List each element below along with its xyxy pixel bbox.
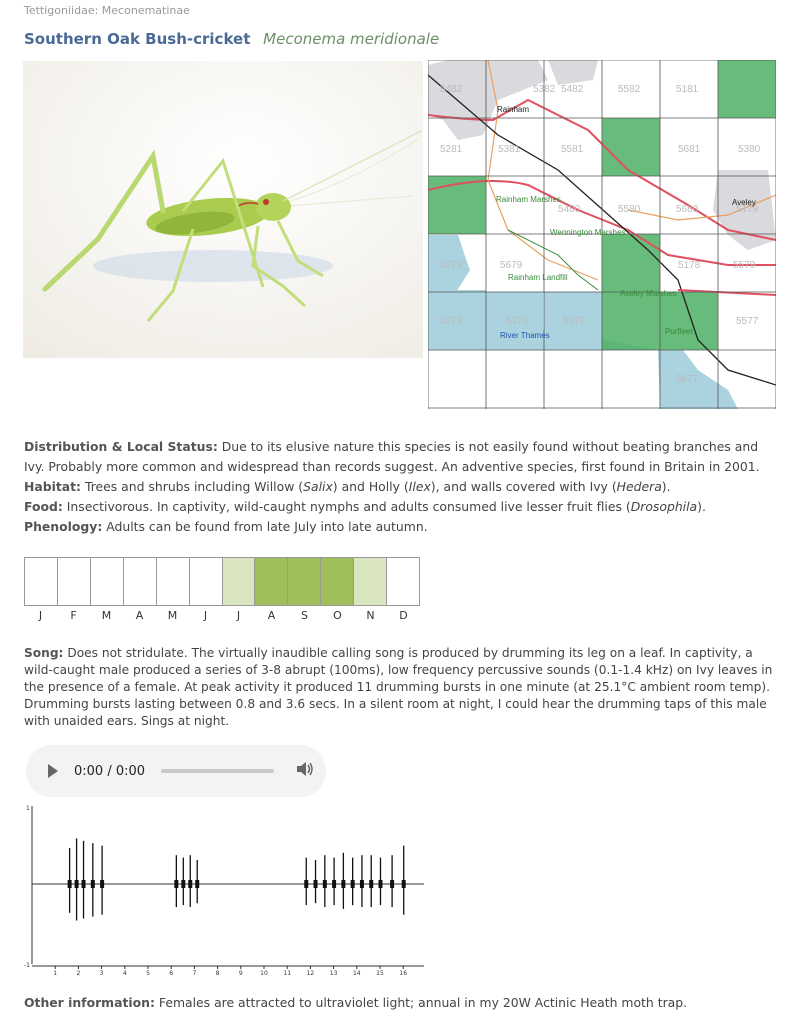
habitat-paragraph: [24, 477, 774, 497]
map-square-label: 5679: [500, 260, 523, 271]
phenology-month-cell: [255, 558, 288, 605]
osc-x-tick-label: 5: [146, 970, 150, 976]
map-square-label: 5382: [533, 84, 556, 95]
osc-x-tick-label: 6: [169, 970, 174, 976]
distribution-map: [428, 60, 776, 409]
osc-pulse-core: [100, 880, 104, 888]
species-photo: [23, 61, 423, 358]
map-square-label: 5378: [506, 316, 529, 327]
osc-pulse-core: [68, 880, 72, 888]
map-square-label: 5181: [676, 84, 699, 95]
map-place-river-thames: River Thames: [500, 331, 550, 340]
map-place-rainham: Rainham: [497, 105, 530, 114]
map-square-label: 5581: [561, 144, 584, 155]
osc-y-bottom-label: -1: [24, 962, 30, 969]
osc-pulse-core: [91, 880, 95, 888]
map-square-label: 5381: [498, 144, 521, 155]
osc-pulse-core: [174, 880, 178, 888]
distribution-text: Due to its elusive nature this species is not easily found without beating branches and Ivy. Probably more common and widespread than records suggest. An adventive species, first found in Britain in 2001.: [24, 439, 760, 474]
map-square-label: 5677: [676, 374, 699, 385]
osc-x-tick-label: 16: [399, 970, 408, 976]
phenology-month-label: M: [167, 609, 178, 622]
audio-time: 0:00 / 0:00: [74, 763, 146, 779]
habitat-text: ).: [661, 479, 671, 494]
phenology-month-cell: [58, 558, 91, 605]
osc-pulse-core: [360, 880, 364, 888]
osc-x-tick-label: 2: [76, 970, 81, 976]
osc-pulse-core: [82, 880, 86, 888]
song-section: [24, 645, 776, 730]
osc-pulse-core: [188, 880, 192, 888]
map-square-label: 5577: [736, 316, 759, 327]
phenology-month-cell: [387, 558, 419, 605]
habitat-salix: Salix: [303, 479, 333, 494]
map-square-label: 5580: [618, 204, 641, 215]
osc-x-tick-label: 9: [238, 970, 243, 976]
phenology-month-label: J: [38, 609, 43, 622]
phenology-month-label: D: [399, 609, 408, 622]
page-title: [24, 30, 439, 48]
common-name: Southern Oak Bush-cricket: [24, 30, 251, 48]
audio-player[interactable]: [26, 745, 326, 797]
osc-pulse-core: [195, 880, 199, 888]
osc-x-tick-label: 8: [215, 970, 220, 976]
map-square-label: 5579: [733, 260, 756, 271]
phenology-month-label: M: [101, 609, 112, 622]
phenology-month-cell: [157, 558, 190, 605]
osc-x-tick-label: 3: [99, 970, 104, 976]
osc-x-tick-label: 10: [260, 970, 268, 976]
map-square-label: 5380: [738, 144, 761, 155]
map-square-label: 5678: [563, 316, 586, 327]
osc-x-tick-label: 13: [329, 970, 338, 976]
phenology-chart: [24, 557, 420, 606]
osc-pulse-core: [181, 880, 185, 888]
map-square-label: 5281: [440, 144, 463, 155]
other-info: [24, 995, 774, 1010]
latin-name: Meconema meridionale: [263, 30, 440, 48]
song-text: Does not stridulate. The virtually inaudible calling song is produced by drumming its leg on a leaf. In captivity, a wild-caught male produced a series of 3-8 abrupt (100ms), low frequency percussive sounds (0.1-1.4 kHz) on Ivy leaves in the presence of a female. At peak activity it produced 11 drumming bursts in one minute (at 25.1°C ambient room temp). Drumming bursts lasting between 0.8 and 3.6 secs. In a silent room at night, I could hear the drumming taps of this male with unaided ears. Sings at night.: [24, 646, 773, 728]
map-place-aveley-marshes: Aveley Marshes: [620, 289, 677, 298]
osc-x-tick-label: 1: [53, 970, 58, 976]
map-square-label: 5681: [678, 144, 701, 155]
map-place-purfleet: Purfleet: [665, 327, 693, 336]
osc-y-top-label: 1: [26, 805, 30, 812]
osc-pulse-core: [304, 880, 308, 888]
other-info-text: Females are attracted to ultraviolet light; annual in my 20W Actinic Heath moth trap.: [158, 995, 688, 1010]
phenology-month-cell: [91, 558, 124, 605]
play-icon[interactable]: [48, 764, 58, 778]
osc-pulse-core: [402, 880, 406, 888]
phenology-month-cell: [321, 558, 354, 605]
phenology-month-label: N: [366, 609, 375, 622]
audio-progress-slider[interactable]: [161, 769, 274, 773]
osc-pulse-core: [351, 880, 355, 888]
map-square-label: 5482: [440, 84, 463, 95]
phenology-month-cell: [190, 558, 223, 605]
phenology-month-label: F: [70, 609, 77, 622]
phenology-month-cell: [124, 558, 157, 605]
osc-x-tick-label: 14: [352, 970, 361, 976]
phenology-month-label: J: [236, 609, 241, 622]
map-square-label: 5482: [561, 84, 584, 95]
osc-pulse-core: [379, 880, 383, 888]
osc-pulse-core: [341, 880, 345, 888]
osc-pulse-core: [75, 880, 79, 888]
song-label: Song:: [24, 646, 64, 660]
phenology-text: Adults can be found from late July into late autumn.: [106, 519, 428, 534]
volume-icon[interactable]: [296, 761, 314, 781]
food-drosophila: Drosophila: [630, 499, 698, 514]
other-info-label: Other information:: [24, 995, 155, 1010]
habitat-text: ), and walls covered with Ivy (: [430, 479, 617, 494]
habitat-text: Trees and shrubs including Willow (: [84, 479, 304, 494]
habitat-ilex: Ilex: [408, 479, 431, 494]
phenology-month-label: O: [333, 609, 342, 622]
osc-pulse-core: [323, 880, 327, 888]
map-place-rainham-landfill: Rainham Landfill: [508, 273, 568, 282]
phenology-month-label: S: [301, 609, 308, 622]
phenology-month-labels: [24, 609, 420, 622]
distribution-label: Distribution & Local Status:: [24, 439, 218, 454]
phenology-month-cell: [223, 558, 256, 605]
habitat-label: Habitat:: [24, 479, 82, 494]
phenology-month-label: A: [267, 609, 276, 622]
osc-x-tick-label: 11: [283, 970, 292, 976]
map-place-wennington-marshes: Wennington Marshes: [550, 228, 626, 237]
phenology-paragraph: [24, 517, 774, 537]
song-oscillogram: [24, 804, 426, 976]
distribution-paragraph: [24, 437, 774, 477]
food-text: ).: [697, 499, 706, 514]
map-square-label: 5279: [440, 260, 463, 271]
phenology-label: Phenology:: [24, 519, 103, 534]
map-square-label: 5680: [676, 204, 699, 215]
map-square-label: 5278: [440, 316, 463, 327]
taxonomy-family: Tettigoniidae: Meconematinae: [24, 4, 190, 17]
osc-pulse-core: [390, 880, 394, 888]
phenology-month-cell: [354, 558, 387, 605]
osc-pulse-core: [332, 880, 336, 888]
food-paragraph: [24, 497, 774, 517]
osc-x-tick-label: 15: [376, 970, 384, 976]
osc-x-tick-label: 12: [306, 970, 315, 976]
map-square-label: 5179: [736, 204, 759, 215]
osc-x-tick-label: 7: [192, 970, 197, 976]
map-place-rainham-marshes: Rainham Marshes: [496, 195, 561, 204]
phenology-month-label: J: [203, 609, 208, 622]
food-label: Food:: [24, 499, 63, 514]
map-square-label: 5582: [618, 84, 641, 95]
osc-x-tick-label: 4: [122, 970, 127, 976]
osc-pulse-core: [314, 880, 318, 888]
food-text: Insectivorous. In captivity, wild-caught nymphs and adults consumed live lesser fruit flies (: [66, 499, 631, 514]
map-place-aveley: Aveley: [732, 198, 756, 207]
osc-pulse-core: [369, 880, 373, 888]
phenology-month-cell: [288, 558, 321, 605]
habitat-hedera: Hedera: [616, 479, 662, 494]
habitat-text: ) and Holly (: [332, 479, 409, 494]
phenology-month-label: A: [135, 609, 144, 622]
phenology-month-cell: [25, 558, 58, 605]
species-info: [24, 437, 774, 537]
map-square-label: 5480: [558, 204, 581, 215]
map-square-label: 5178: [678, 260, 701, 271]
